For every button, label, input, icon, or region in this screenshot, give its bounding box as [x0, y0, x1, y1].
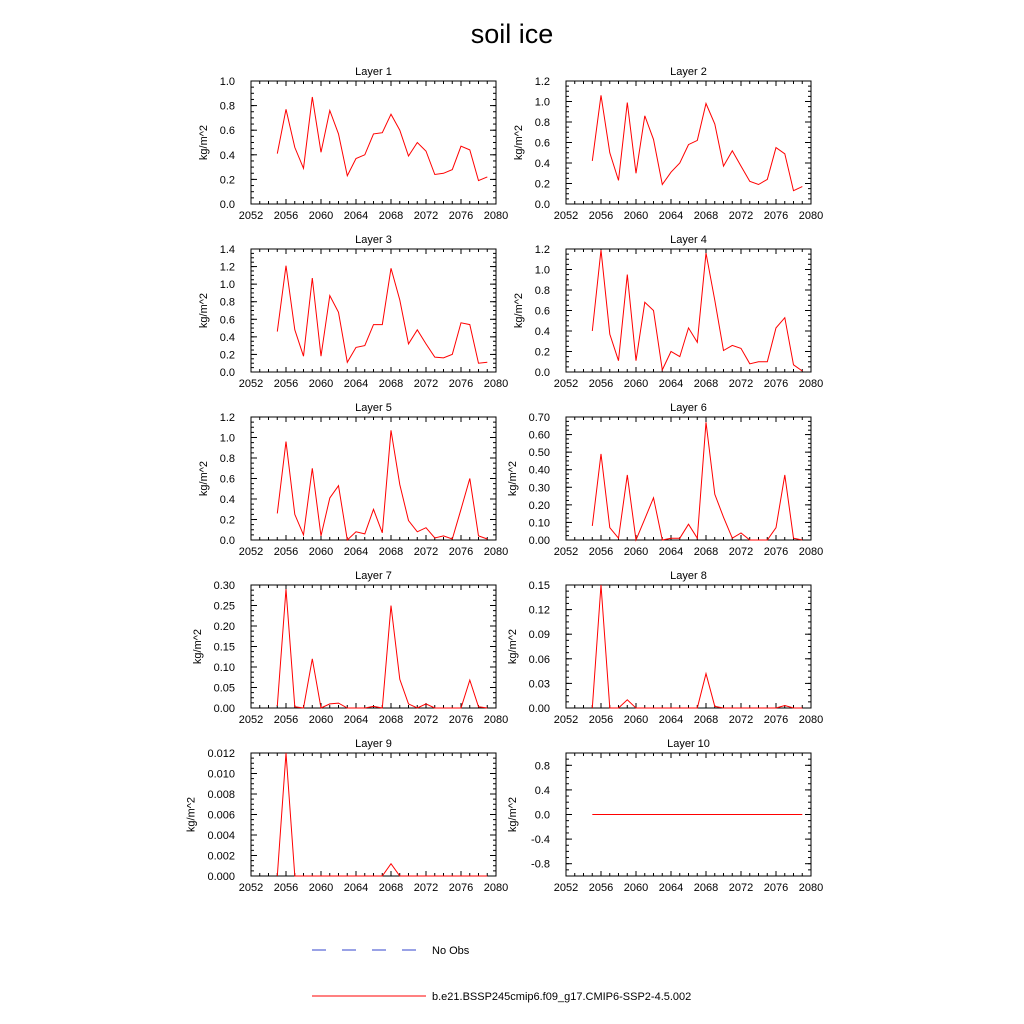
series-line — [592, 95, 802, 190]
series-line — [277, 753, 487, 876]
y-tick-label: 0.4 — [534, 326, 550, 338]
panel-title: Layer 6 — [670, 402, 707, 414]
x-tick-label: 2068 — [693, 378, 719, 390]
y-tick-label: 0.00 — [528, 703, 550, 715]
x-tick-label: 2076 — [763, 378, 789, 390]
x-tick-label: 2056 — [588, 882, 614, 894]
y-tick-label: 0.0 — [219, 535, 235, 547]
y-tick-label: 0.0 — [534, 809, 550, 822]
x-tick-label: 2056 — [588, 546, 614, 558]
y-axis-label: kg/m^2 — [185, 796, 198, 833]
y-tick-label: 0.4 — [534, 784, 550, 797]
x-tick-label: 2064 — [343, 378, 369, 390]
plot-frame — [566, 417, 811, 540]
panels — [186, 66, 824, 894]
x-tick-label: 2076 — [763, 210, 789, 222]
x-tick-label: 2052 — [238, 210, 264, 222]
x-tick-label: 2052 — [238, 714, 264, 726]
y-tick-label: 0.20 — [213, 621, 235, 633]
y-tick-label: 0.30 — [528, 482, 550, 495]
x-tick-label: 2052 — [238, 546, 264, 558]
series-line — [592, 585, 802, 708]
y-tick-label: 0.6 — [219, 125, 235, 138]
series-line — [277, 430, 487, 540]
y-tick-label: 0.2 — [219, 514, 235, 527]
y-tick-label: 1.0 — [219, 279, 235, 292]
y-tick-label: 0.15 — [528, 580, 550, 592]
y-tick-label: 0.0 — [219, 367, 235, 379]
y-tick-label: -0.8 — [531, 858, 550, 871]
x-tick-label: 2052 — [553, 546, 579, 558]
x-tick-label: 2080 — [798, 546, 824, 558]
x-tick-label: 2076 — [763, 882, 789, 894]
y-axis-label: kg/m^2 — [513, 292, 526, 329]
y-tick-label: 1.2 — [219, 261, 235, 274]
y-tick-label: 0.000 — [207, 871, 235, 883]
x-tick-label: 2064 — [343, 210, 369, 222]
y-tick-label: 0.8 — [534, 117, 550, 129]
panel-title: Layer 8 — [670, 570, 707, 582]
x-tick-label: 2064 — [658, 210, 684, 222]
x-tick-label: 2080 — [798, 714, 824, 726]
x-tick-label: 2064 — [343, 714, 369, 726]
series-line — [277, 266, 487, 364]
x-tick-label: 2060 — [623, 210, 649, 222]
panel-title: Layer 7 — [355, 570, 392, 582]
x-tick-label: 2076 — [448, 210, 474, 222]
y-tick-label: 1.2 — [534, 76, 550, 88]
y-tick-label: 0.2 — [219, 349, 235, 362]
y-tick-label: 0.4 — [219, 331, 235, 344]
y-axis-label: kg/m^2 — [198, 292, 211, 329]
y-tick-label: 1.0 — [219, 76, 235, 88]
y-tick-label: 0.8 — [534, 285, 550, 297]
y-tick-label: 0.10 — [213, 662, 235, 674]
x-tick-label: 2052 — [553, 378, 579, 390]
x-tick-label: 2064 — [658, 714, 684, 726]
y-tick-label: 0.4 — [219, 494, 235, 506]
x-tick-label: 2056 — [588, 714, 614, 726]
y-tick-label: 0.008 — [207, 789, 235, 801]
y-tick-label: 0.05 — [213, 682, 235, 695]
y-tick-label: 0.6 — [219, 473, 235, 486]
x-tick-label: 2060 — [308, 714, 334, 726]
x-tick-label: 2056 — [273, 714, 299, 726]
y-axis-label: kg/m^2 — [198, 460, 211, 497]
x-tick-label: 2068 — [693, 714, 719, 726]
series-line — [277, 589, 487, 708]
panel-layer-8 — [507, 570, 823, 726]
plot-frame — [251, 249, 496, 372]
x-tick-label: 2064 — [658, 546, 684, 558]
panel-title: Layer 2 — [670, 66, 707, 78]
panel-title: Layer 4 — [670, 234, 707, 246]
legend — [312, 945, 691, 1003]
y-tick-label: 0.03 — [528, 678, 550, 691]
x-tick-label: 2052 — [553, 714, 579, 726]
y-tick-label: -0.4 — [531, 834, 550, 847]
legend-label-model: b.e21.BSSP245cmip6.f09_g17.CMIP6-SSP2-4.5.002 — [432, 991, 692, 1003]
x-tick-label: 2060 — [308, 882, 334, 894]
panel-title: Layer 10 — [667, 738, 710, 750]
panel-layer-1 — [198, 66, 508, 222]
y-tick-label: 0.2 — [534, 178, 550, 191]
y-tick-label: 1.2 — [534, 244, 550, 256]
x-tick-label: 2068 — [693, 882, 719, 894]
y-tick-label: 0.2 — [534, 346, 550, 359]
x-tick-label: 2080 — [798, 210, 824, 222]
x-tick-label: 2072 — [728, 546, 754, 558]
x-tick-label: 2080 — [483, 546, 509, 558]
panel-layer-9 — [186, 738, 509, 894]
x-tick-label: 2072 — [413, 378, 439, 390]
y-tick-label: 1.0 — [534, 96, 550, 109]
y-tick-label: 0.60 — [528, 429, 550, 442]
x-tick-label: 2072 — [728, 378, 754, 390]
y-tick-label: 0.6 — [534, 305, 550, 318]
x-tick-label: 2056 — [273, 546, 299, 558]
x-tick-label: 2076 — [448, 882, 474, 894]
y-axis-label: kg/m^2 — [198, 124, 211, 161]
panel-layer-6 — [507, 402, 823, 558]
x-tick-label: 2076 — [763, 714, 789, 726]
x-tick-label: 2064 — [343, 546, 369, 558]
x-tick-label: 2060 — [308, 378, 334, 390]
x-tick-label: 2076 — [448, 546, 474, 558]
figure-title: soil ice — [470, 19, 554, 49]
y-tick-label: 0.50 — [528, 447, 550, 460]
x-tick-label: 2060 — [308, 210, 334, 222]
panel-title: Layer 9 — [355, 738, 392, 750]
x-tick-label: 2064 — [658, 882, 684, 894]
y-tick-label: 0.8 — [219, 296, 235, 309]
x-tick-label: 2052 — [238, 378, 264, 390]
x-tick-label: 2072 — [413, 210, 439, 222]
y-tick-label: 0.06 — [528, 653, 550, 666]
x-tick-label: 2076 — [448, 378, 474, 390]
y-tick-label: 0.010 — [207, 768, 235, 781]
plot-frame — [566, 81, 811, 204]
x-tick-label: 2068 — [693, 210, 719, 222]
x-tick-label: 2060 — [623, 882, 649, 894]
y-tick-label: 0.8 — [534, 760, 550, 773]
panel-title: Layer 3 — [355, 234, 392, 246]
y-tick-label: 0.25 — [213, 600, 235, 613]
x-tick-label: 2060 — [623, 378, 649, 390]
y-tick-label: 0.15 — [213, 641, 235, 654]
x-tick-label: 2068 — [378, 714, 404, 726]
x-tick-label: 2072 — [413, 882, 439, 894]
y-tick-label: 1.0 — [219, 432, 235, 445]
x-tick-label: 2068 — [378, 546, 404, 558]
plot-frame — [251, 417, 496, 540]
y-tick-label: 0.70 — [528, 412, 550, 424]
y-tick-label: 0.09 — [528, 629, 550, 642]
x-tick-label: 2056 — [588, 210, 614, 222]
y-tick-label: 0.0 — [219, 199, 235, 211]
y-tick-label: 0.0 — [534, 367, 550, 379]
panel-layer-7 — [192, 570, 508, 726]
x-tick-label: 2064 — [658, 378, 684, 390]
y-tick-label: 0.2 — [219, 174, 235, 187]
x-tick-label: 2072 — [413, 546, 439, 558]
y-axis-label: kg/m^2 — [513, 124, 526, 161]
y-axis-label: kg/m^2 — [506, 628, 519, 665]
x-tick-label: 2056 — [273, 882, 299, 894]
x-tick-label: 2056 — [588, 378, 614, 390]
y-tick-label: 0.6 — [219, 314, 235, 327]
y-tick-label: 0.012 — [207, 748, 235, 760]
y-tick-label: 0.006 — [207, 809, 235, 822]
y-tick-label: 0.10 — [528, 517, 550, 530]
x-tick-label: 2080 — [483, 210, 509, 222]
series-line — [592, 422, 802, 540]
legend-label-no-obs: No Obs — [432, 945, 470, 957]
x-tick-label: 2052 — [238, 882, 264, 894]
y-axis-label: kg/m^2 — [506, 796, 519, 833]
x-tick-label: 2080 — [483, 714, 509, 726]
x-tick-label: 2056 — [273, 210, 299, 222]
y-axis-label: kg/m^2 — [191, 628, 204, 665]
panel-title: Layer 5 — [355, 402, 392, 414]
x-tick-label: 2080 — [798, 882, 824, 894]
x-tick-label: 2080 — [483, 882, 509, 894]
x-tick-label: 2072 — [728, 882, 754, 894]
y-tick-label: 0.4 — [534, 158, 550, 170]
x-tick-label: 2052 — [553, 210, 579, 222]
plot-frame — [251, 585, 496, 708]
x-tick-label: 2068 — [378, 378, 404, 390]
panel-layer-10 — [507, 738, 823, 894]
y-tick-label: 0.004 — [207, 830, 235, 842]
series-line — [592, 250, 802, 371]
x-tick-label: 2064 — [343, 882, 369, 894]
series-line — [277, 97, 487, 181]
y-tick-label: 1.4 — [219, 244, 235, 256]
y-axis-label: kg/m^2 — [506, 460, 519, 497]
x-tick-label: 2076 — [763, 546, 789, 558]
y-tick-label: 0.4 — [219, 149, 235, 162]
x-tick-label: 2068 — [378, 882, 404, 894]
x-tick-label: 2072 — [728, 210, 754, 222]
panel-layer-4 — [513, 234, 823, 390]
panel-layer-2 — [513, 66, 823, 222]
panel-title: Layer 1 — [355, 66, 392, 78]
x-tick-label: 2052 — [553, 882, 579, 894]
x-tick-label: 2060 — [623, 714, 649, 726]
x-tick-label: 2072 — [728, 714, 754, 726]
y-tick-label: 0.00 — [528, 535, 550, 547]
panel-layer-3 — [198, 234, 508, 390]
y-tick-label: 0.002 — [207, 850, 235, 863]
y-tick-label: 1.2 — [219, 412, 235, 424]
x-tick-label: 2080 — [798, 378, 824, 390]
x-tick-label: 2076 — [448, 714, 474, 726]
x-tick-label: 2060 — [623, 546, 649, 558]
y-tick-label: 0.8 — [219, 100, 235, 113]
y-tick-label: 1.0 — [534, 264, 550, 277]
y-tick-label: 0.6 — [534, 137, 550, 150]
plot-frame — [251, 81, 496, 204]
x-tick-label: 2056 — [273, 378, 299, 390]
panel-layer-5 — [198, 402, 508, 558]
y-tick-label: 0.12 — [528, 604, 550, 617]
x-tick-label: 2068 — [693, 546, 719, 558]
y-tick-label: 0.40 — [528, 464, 550, 477]
x-tick-label: 2080 — [483, 378, 509, 390]
y-tick-label: 0.00 — [213, 703, 235, 715]
y-tick-label: 0.8 — [219, 453, 235, 465]
y-tick-label: 0.30 — [213, 580, 235, 592]
y-tick-label: 0.20 — [528, 499, 550, 512]
x-tick-label: 2060 — [308, 546, 334, 558]
x-tick-label: 2072 — [413, 714, 439, 726]
y-tick-label: 0.0 — [534, 199, 550, 211]
x-tick-label: 2068 — [378, 210, 404, 222]
